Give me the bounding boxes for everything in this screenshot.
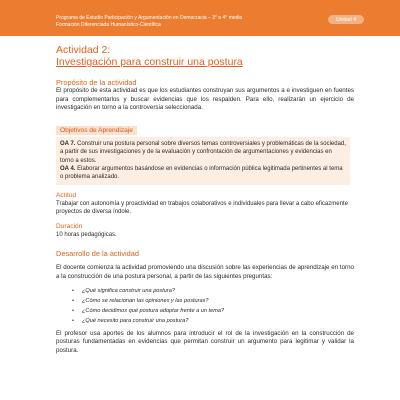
bullet-icon: • xyxy=(72,297,74,304)
development-closing: El profesor usa aportes de los alumnos para introducir el rol de la investigación en la construcción de posturas fundamentadas en evidencias que permitan construir un argumento para legitimar y validar la postura. xyxy=(56,329,354,354)
activity-title: Actividad 2: xyxy=(56,44,111,56)
activity-subtitle: Investigación para construir una postura xyxy=(56,56,243,68)
objective-code: OA 7. xyxy=(60,140,76,147)
objective-code: OA 4. xyxy=(60,166,76,172)
purpose-text: El propósito de esta actividad es que los estudiantes construyan sus argumentos a e investiguen en fuentes para complementarlos y buscar evidencias que los respalden. Para ello, realizarán un ejercicio de investigación en torno a la controversia seleccionada. xyxy=(56,87,354,112)
question-list xyxy=(72,286,354,326)
unit-badge: Unidad 4 xyxy=(328,15,364,24)
objectives-box xyxy=(56,119,350,185)
purpose-heading: Propósito de la actividad xyxy=(56,78,137,87)
objectives-body xyxy=(56,137,350,185)
attitude-heading: Actitud xyxy=(56,191,77,199)
document-body xyxy=(56,44,354,355)
objective-item xyxy=(60,140,346,165)
bullet-icon: • xyxy=(72,317,74,324)
program-subtitle: Formación Diferenciada Humanístico-Científica xyxy=(56,21,161,28)
duration-heading: Duración xyxy=(56,223,83,231)
development-intro: El docente comienza la actividad promoviendo una discusión sobre las experiencias de aprendizaje en torno a la construcción de una postura personal, a partir de las siguientes preguntas: xyxy=(56,264,354,281)
list-item: • ¿Qué significa construir una postura? xyxy=(72,287,175,294)
development-heading: Desarrollo de la actividad xyxy=(56,249,139,259)
list-item: • ¿Cómo se relacionan las opiniones y las posturas? xyxy=(72,297,209,304)
list-item: • ¿Qué necesito para construir una postura? xyxy=(72,317,189,324)
program-title: Programa de Estudio Participación y Argumentación en Democracia – 3° o 4° medio xyxy=(56,15,243,21)
program-header xyxy=(56,15,242,28)
objectives-tab: Objetivos de Aprendizaje xyxy=(56,126,137,135)
objective-text: Construir una postura personal sobre diversos temas controversiales y problemáticas de la sociedad, a partir de sus investigaciones y de la evaluación y confrontación de argumentaciones y evidencias en torno a estos. xyxy=(60,140,346,164)
bullet-icon: • xyxy=(72,287,74,294)
objective-item xyxy=(60,165,346,182)
list-item: • ¿Cómo decidimos qué postura adoptar frente a un tema? xyxy=(72,307,225,314)
bullet-icon: • xyxy=(72,307,74,314)
attitude-text: Trabajar con autonomía y proactividad en trabajos colaborativos e individuales para llevar a cabo eficazmente proyectos de diversa índole. xyxy=(56,200,348,216)
duration-text: 10 horas pedagógicas. xyxy=(56,232,117,239)
objective-text: Elaborar argumentos basándose en evidencias o información pública legitimada pertinentes al tema o problema analizado. xyxy=(60,166,343,181)
